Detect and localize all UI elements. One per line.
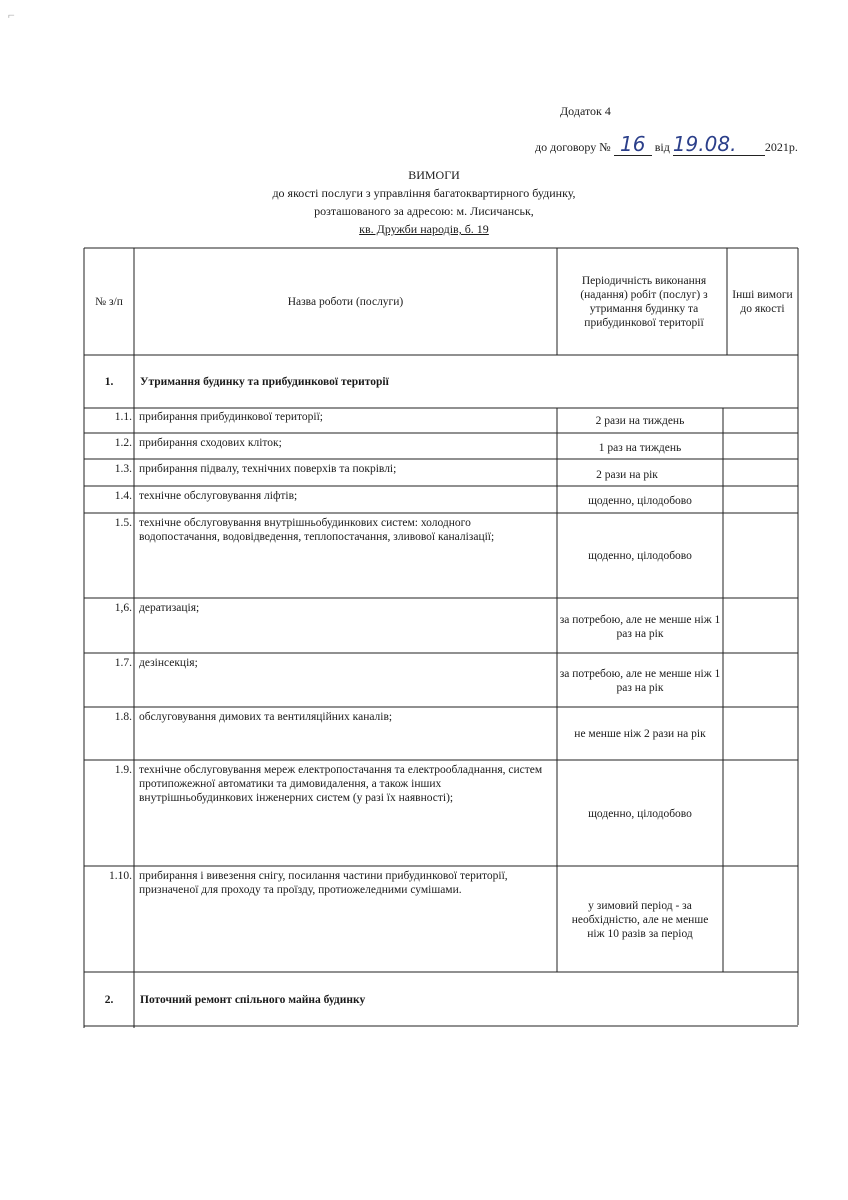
row-work-name: технічне обслуговування мереж електропостачання та електрообладнання, систем протипожежної автоматики та димовидалення, а також інших внутрішньобудинкових інженерних систем (у разі їх наявності); — [139, 764, 543, 804]
contract-date: 19.08. — [672, 132, 737, 156]
column-header-name: Назва роботи (послуги) — [287, 295, 404, 308]
row-periodicity: 1 раз на тиждень — [598, 442, 682, 454]
row-number: 1.4. — [114, 490, 132, 502]
section-number: 1. — [104, 375, 114, 388]
row-number: 1.7. — [114, 657, 132, 669]
row-periodicity: 2 рази на рік — [596, 468, 658, 481]
row-number: 1.8. — [114, 711, 132, 723]
annex-label: Додаток 4 — [560, 104, 611, 118]
row-periodicity: щоденно, цілодобово — [588, 807, 692, 820]
row-number: 1,6. — [114, 602, 132, 614]
section-number: 2. — [104, 994, 114, 1006]
contract-number: 16 — [619, 132, 646, 156]
column-header-periodicity: Періодичність виконання (надання) робіт (послуг) з утримання будинку та прибудинкової території — [580, 274, 708, 329]
row-periodicity: щоденно, цілодобово — [588, 550, 692, 562]
title-address: кв. Дружби народів, б. 19 — [359, 222, 489, 236]
row-work-name: прибирання прибудинкової території; — [139, 411, 323, 423]
row-number: 1.1. — [114, 411, 132, 423]
contract-prefix: до договору № — [535, 140, 611, 154]
row-number: 1.10. — [109, 870, 132, 882]
row-work-name: прибирання підвалу, технічних поверхів та покрівлі; — [139, 463, 397, 475]
row-number: 1.9. — [114, 764, 132, 776]
from-word: від — [654, 140, 670, 154]
column-header-other-requirements: Інші вимоги до якості — [732, 288, 793, 315]
title-subject: до якості послуги з управління багатоквартирного будинку, — [272, 186, 576, 200]
row-number: 1.5. — [114, 517, 132, 529]
row-periodicity: щоденно, цілодобово — [588, 495, 692, 507]
row-number: 1.3. — [114, 463, 132, 475]
row-periodicity: не менше ніж 2 рази на рік — [574, 728, 706, 740]
row-periodicity: 2 рази на тиждень — [595, 415, 685, 427]
row-work-name: технічне обслуговування внутрішньобудинкових систем: холодного водопостачання, водовідведення, теплопостачання, зливової каналізації; — [139, 517, 495, 543]
column-header-number: № з/п — [95, 295, 123, 308]
row-work-name: прибирання і вивезення снігу, посилання частини прибудинкової території, призначеної для проходу та проїзду, протиожеледними сумішами. — [139, 870, 508, 896]
section-title: Утримання будинку та прибудинкової території — [140, 375, 389, 388]
row-work-name: дезінсекція; — [139, 657, 198, 669]
row-number: 1.2. — [114, 437, 132, 449]
row-work-name: дератизація; — [139, 602, 200, 614]
document-title: ВИМОГИ — [408, 168, 460, 182]
section-title: Поточний ремонт спільного майна будинку — [140, 994, 366, 1006]
row-work-name: технічне обслуговування ліфтів; — [139, 490, 298, 502]
row-work-name: обслуговування димових та вентиляційних каналів; — [139, 711, 393, 723]
year-suffix: 2021р. — [764, 140, 798, 154]
scan-mark: ⌐ — [8, 8, 15, 22]
row-periodicity: у зимовий період - за необхідністю, але не менше ніж 10 разів за період — [571, 899, 709, 940]
row-periodicity: за потребою, але не менше ніж 1 раз на рік — [559, 667, 721, 694]
row-work-name: прибирання сходових кліток; — [139, 437, 282, 449]
title-location: розташованого за адресою: м. Лисичанськ, — [314, 204, 534, 218]
row-periodicity: за потребою, але не менше ніж 1 раз на рік — [559, 613, 721, 640]
